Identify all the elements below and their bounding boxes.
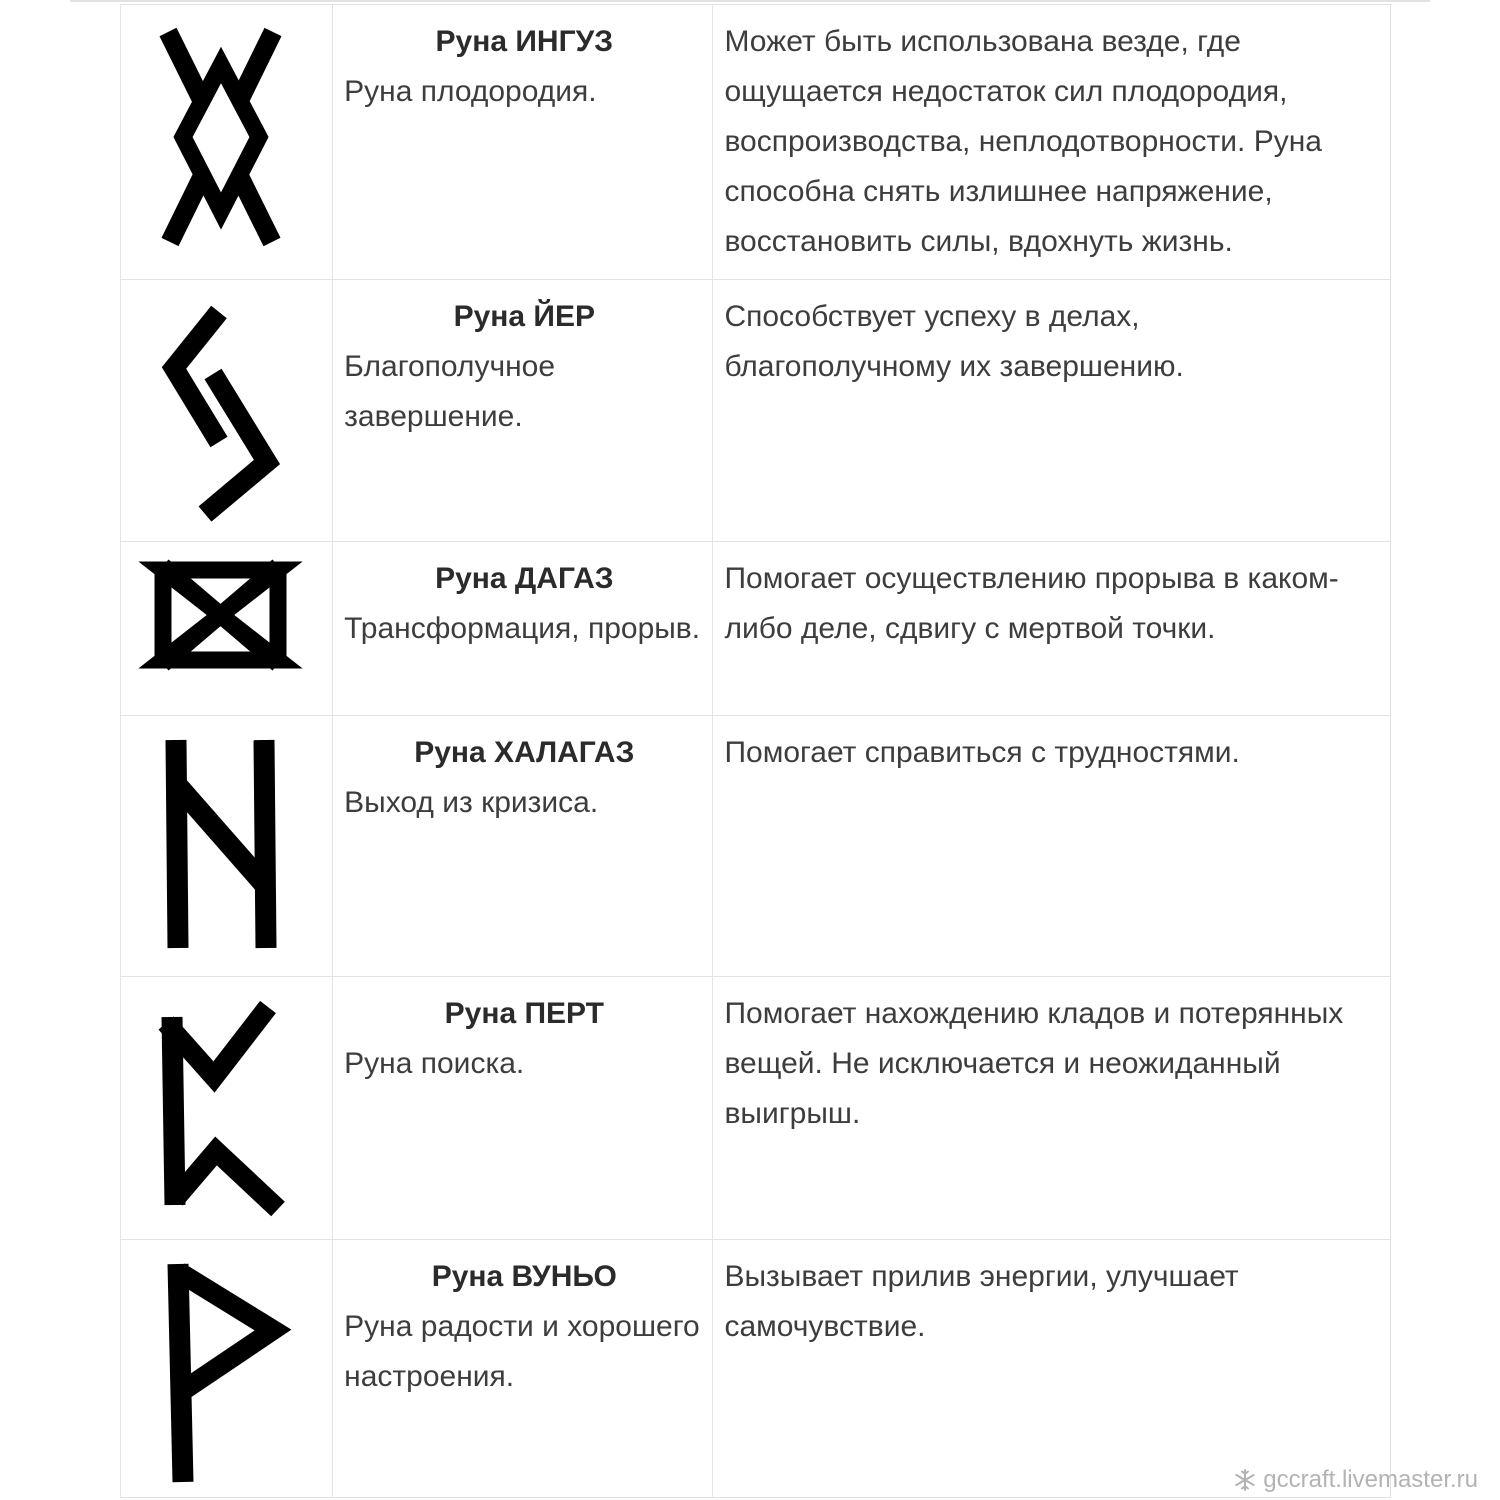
watermark (1233, 1466, 1478, 1494)
rune-description: Может быть использована везде, где ощущается недостаток сил плодородия, воспроизводства, неплодотворности. Руна способна снять излишнее напряжение, восстановить силы, вдохнуть жизнь. (713, 5, 1391, 280)
table-row (121, 280, 1391, 542)
rune-subtitle: Руна плодородия. (344, 75, 597, 108)
rune-subtitle: Благополучное завершение. (344, 350, 556, 433)
inguz-rune-icon (121, 5, 333, 279)
rune-subtitle: Руна радости и хорошего настроения. (344, 1310, 700, 1393)
jera-rune-icon (121, 280, 333, 540)
rune-name-cell (333, 280, 713, 542)
table-row (121, 5, 1391, 280)
rune-symbol-cell (121, 1240, 333, 1498)
table-row (121, 1240, 1391, 1498)
rune-symbol-cell (121, 716, 333, 977)
dagaz-rune-icon (121, 542, 333, 714)
top-divider (70, 0, 1430, 2)
rune-symbol-cell (121, 977, 333, 1240)
rune-description: Помогает осуществлению прорыва в каком-либо деле, сдвигу с мертвой точки. (713, 542, 1391, 716)
rune-subtitle: Руна поиска. (344, 1047, 525, 1080)
wunjo-rune-icon (121, 1240, 333, 1496)
rune-name-cell (333, 716, 713, 977)
rune-title: Руна ЙЕР (453, 300, 596, 333)
watermark-text: gccraft.livemaster.ru (1263, 1466, 1478, 1493)
table-row (121, 977, 1391, 1240)
rune-table (120, 4, 1391, 1498)
snowflake-icon (1233, 1468, 1257, 1492)
rune-name-cell (333, 5, 713, 280)
rune-symbol-cell (121, 5, 333, 280)
rune-name-cell (333, 542, 713, 716)
rune-title: Руна ВУНЬО (431, 1260, 617, 1293)
rune-title: Руна ХАЛАГАЗ (414, 736, 635, 769)
rune-subtitle: Выход из кризиса. (344, 786, 599, 819)
perthro-rune-icon (121, 977, 333, 1238)
rune-description: Помогает справиться с трудностями. (713, 716, 1391, 977)
rune-description: Помогает нахождению кладов и потерянных вещей. Не исключается и неожиданный выигрыш. (713, 977, 1391, 1240)
table-row (121, 716, 1391, 977)
rune-title: Руна ДАГАЗ (435, 562, 614, 595)
rune-description: Вызывает прилив энергии, улучшает самочувствие. (713, 1240, 1391, 1498)
rune-name-cell (333, 977, 713, 1240)
rune-symbol-cell (121, 280, 333, 542)
rune-title: Руна ИНГУЗ (435, 25, 614, 58)
table-row (121, 542, 1391, 716)
hagalaz-rune-icon (121, 716, 333, 975)
rune-title: Руна ПЕРТ (444, 997, 604, 1030)
rune-subtitle: Трансформация, прорыв. (344, 612, 701, 645)
rune-symbol-cell (121, 542, 333, 716)
rune-description: Способствует успеху в делах, благополучному их завершению. (713, 280, 1391, 542)
rune-name-cell (333, 1240, 713, 1498)
